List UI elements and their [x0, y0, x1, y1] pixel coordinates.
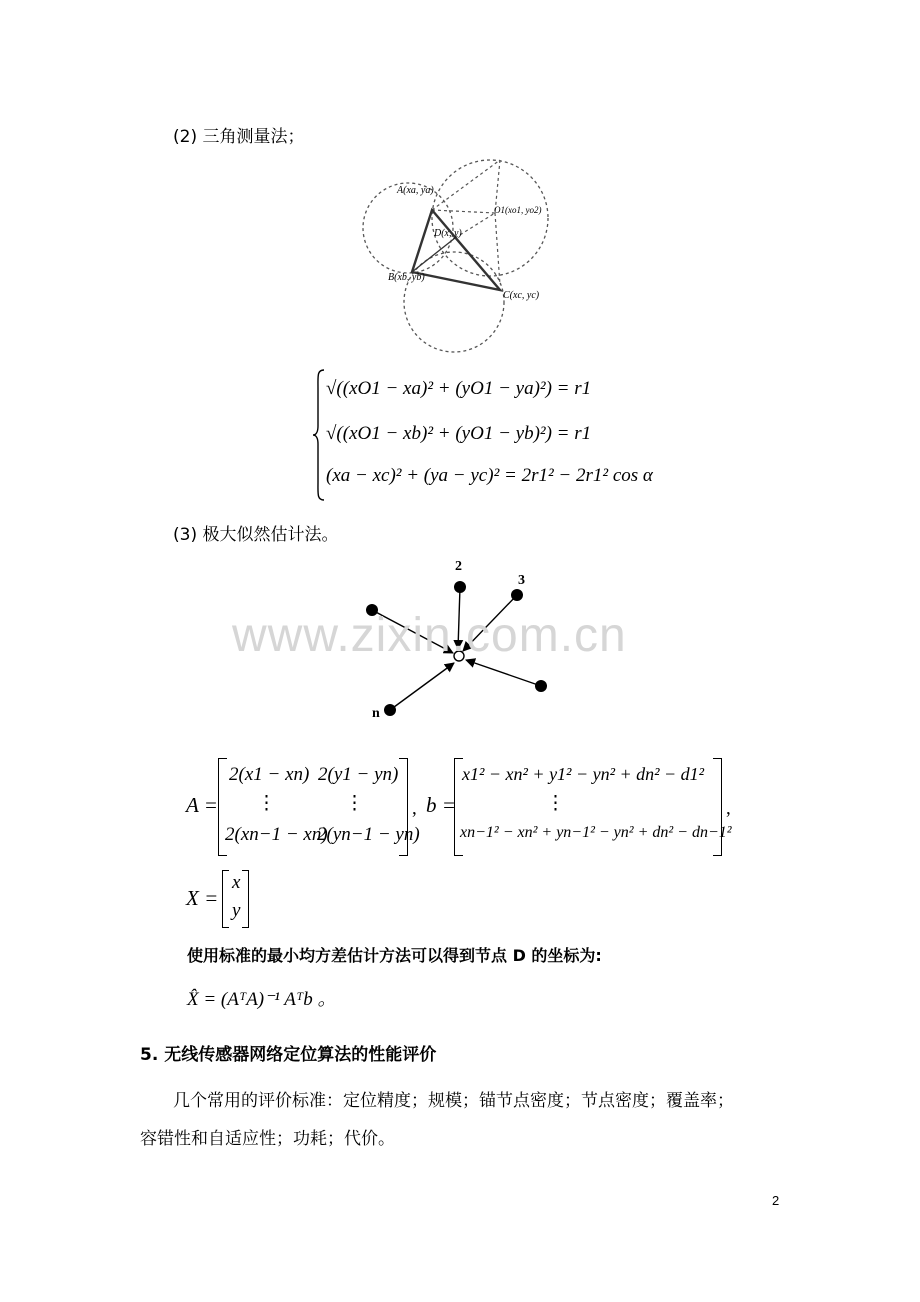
matrix-a-r2c2: ⋮ — [345, 793, 364, 814]
equation-brace — [312, 368, 326, 502]
page-number: 2 — [772, 1193, 780, 1208]
matrix-a-r3c1: 2(xn−1 − xn) — [225, 824, 328, 845]
label-d: D(x, y) — [434, 228, 462, 239]
least-squares-formula: X̂ = (AᵀA)⁻¹ Aᵀb 。 — [187, 989, 337, 1010]
least-squares-sentence: 使用标准的最小均方差估计方法可以得到节点 D 的坐标为: — [187, 946, 602, 965]
node-label-n: n — [372, 706, 380, 721]
matrix-a-r1c2: 2(y1 − yn) — [318, 764, 399, 785]
section-5-para-line2: 容错性和自适应性；功耗；代价。 — [140, 1129, 395, 1149]
matrix-a-r3c2: 2(yn−1 − yn) — [317, 824, 420, 845]
vector-x-left-bracket — [222, 870, 229, 928]
matrix-a-r2c1: ⋮ — [257, 793, 276, 814]
label-b: B(xb, yb) — [388, 272, 425, 283]
item-3-label: (3) 极大似然估计法。 — [173, 525, 339, 545]
vector-x-row2: y — [232, 900, 241, 921]
label-o1: O1(xo1, yo2) — [494, 205, 542, 215]
matrix-a-label: A = — [186, 793, 218, 817]
equation-2: √((xO1 − xb)² + (yO1 − yb)²) = r1 — [326, 423, 592, 444]
matrix-b-label: b = — [426, 793, 456, 817]
matrix-b-row1: x1² − xn² + y1² − yn² + dn² − d1² — [462, 764, 705, 784]
triangulation-figure — [360, 150, 560, 360]
matrix-a-r1c1: 2(x1 − xn) — [229, 764, 310, 785]
matrix-b-right-bracket — [713, 758, 722, 856]
equation-3: (xa − xc)² + (ya − yc)² = 2r1² − 2r1² cos α — [326, 465, 653, 486]
vector-x-row1: x — [232, 872, 241, 893]
item-2-label: (2) 三角测量法； — [173, 127, 305, 147]
watermark: www.zixin.com.cn — [232, 609, 627, 662]
circle-ac — [432, 160, 548, 276]
anchor-node-2 — [454, 581, 466, 593]
anchor-node-n — [384, 704, 396, 716]
matrix-b-row2: ⋮ — [546, 793, 565, 814]
vector-x-right-bracket — [242, 870, 249, 928]
vector-x-label: X = — [186, 886, 219, 910]
matrix-a-right-bracket — [399, 758, 408, 856]
section-5-para-line1: 几个常用的评价标准：定位精度；规模；锚节点密度；节点密度；覆盖率； — [173, 1091, 734, 1111]
node-label-3: 3 — [518, 573, 525, 588]
anchor-node-3 — [511, 589, 523, 601]
matrix-b-row3: xn−1² − xn² + yn−1² − yn² + dn² − dn−1² — [460, 824, 732, 841]
anchor-node-4 — [535, 680, 547, 692]
triangle-abc — [412, 210, 500, 290]
node-label-2: 2 — [455, 559, 462, 574]
equation-1: √((xO1 − xa)² + (yO1 − ya)²) = r1 — [326, 378, 592, 399]
matrix-b-comma: , — [726, 798, 731, 819]
matrix-comma: , — [412, 798, 417, 819]
label-a: A(xa, ya) — [397, 185, 434, 196]
label-c: C(xc, yc) — [503, 290, 540, 301]
section-5-heading: 5. 无线传感器网络定位算法的性能评价 — [140, 1045, 437, 1065]
